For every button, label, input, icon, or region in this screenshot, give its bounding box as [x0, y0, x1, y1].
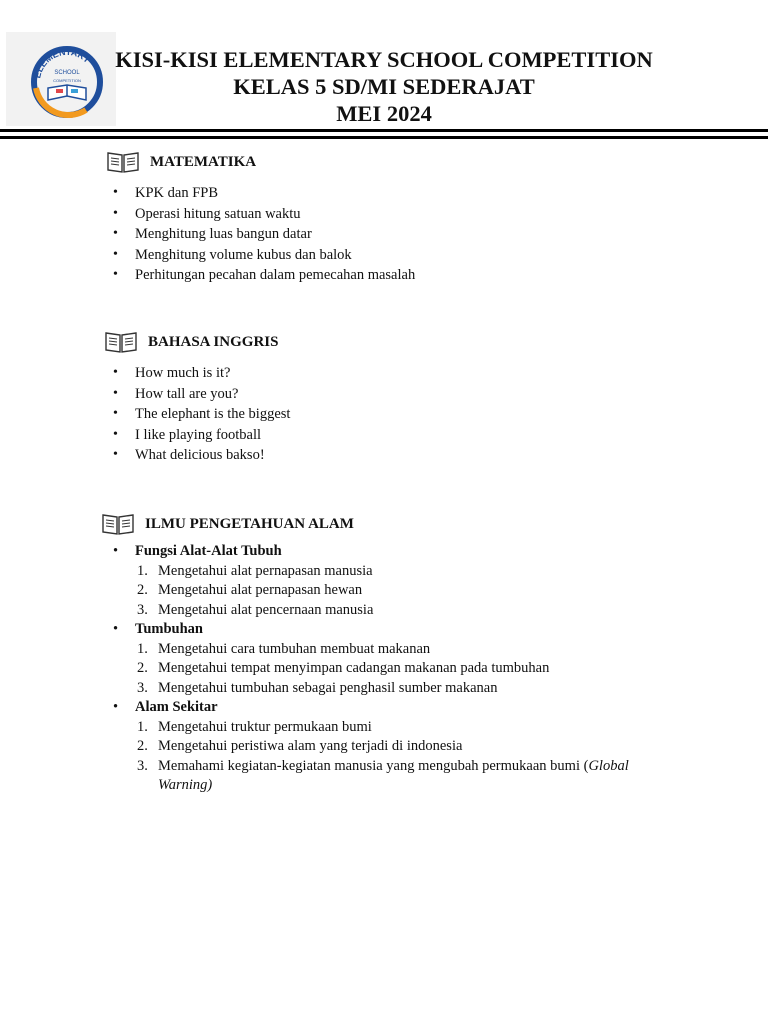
- topic-heading: • Alam Sekitar: [110, 698, 670, 718]
- numbered-list: [110, 640, 670, 699]
- list-item: • Menghitung volume kubus dan balok: [110, 245, 415, 266]
- topic-heading: • Fungsi Alat-Alat Tubuh: [110, 542, 670, 562]
- section-title: BAHASA INGGRIS: [148, 333, 279, 350]
- open-book-icon: [104, 330, 138, 354]
- header-rule-thick: [0, 129, 768, 132]
- list-item: • Operasi hitung satuan waktu: [110, 204, 415, 225]
- list-item: • Perhitungan pecahan dalam pemecahan masalah: [110, 265, 415, 286]
- title-line-2: KELAS 5 SD/MI SEDERAJAT: [233, 74, 535, 99]
- logo-book-icon: [48, 85, 86, 100]
- logo-arc-text: ELEMENTARY: [32, 46, 93, 80]
- list-item: 3. Memahami kegiatan-kegiatan manusia yang mengubah permukaan bumi (Global Warning): [137, 757, 629, 793]
- numbered-list: [110, 718, 670, 796]
- document-title: [110, 46, 658, 127]
- topic-heading: • Tumbuhan: [110, 620, 670, 640]
- logo-competition-text: COMPETITION: [53, 78, 81, 83]
- list-item: 3. Mengetahui tumbuhan sebagai penghasil sumber makanan: [137, 679, 498, 696]
- ipa-content: [110, 542, 670, 796]
- open-book-icon: [101, 512, 135, 536]
- list-item: • How much is it?: [110, 363, 290, 384]
- list-item: 2. Mengetahui alat pernapasan hewan: [137, 582, 363, 598]
- section-title: ILMU PENGETAHUAN ALAM: [145, 515, 354, 532]
- logo-box: [6, 32, 116, 126]
- list-item: 2. Mengetahui tempat menyimpan cadangan makanan pada tumbuhan: [137, 660, 550, 676]
- header-rule-thin: [0, 136, 768, 139]
- open-book-icon: [106, 150, 140, 174]
- list-item: • I like playing football: [110, 425, 290, 446]
- list-item: 2. Mengetahui peristiwa alam yang terjadi di indonesia: [137, 738, 463, 754]
- section-heading-bahasa-inggris: [104, 330, 278, 354]
- list-item: • The elephant is the biggest: [110, 404, 290, 425]
- list-item: • Menghitung luas bangun datar: [110, 224, 415, 245]
- school-logo: [26, 38, 108, 120]
- numbered-list: [110, 562, 670, 621]
- list-item: 1. Mengetahui truktur permukaan bumi: [137, 718, 372, 735]
- matematika-list: [110, 183, 415, 286]
- logo-school-text: SCHOOL: [54, 70, 80, 76]
- bahasa-inggris-list: [110, 363, 290, 466]
- list-item: 1. Mengetahui alat pernapasan manusia: [137, 562, 373, 579]
- section-heading-matematika: [106, 150, 256, 174]
- section-heading-ipa: [101, 512, 354, 536]
- section-title: MATEMATIKA: [150, 153, 257, 170]
- list-item: • What delicious bakso!: [110, 445, 290, 466]
- title-line-3: MEI 2024: [336, 101, 432, 126]
- list-item: 3. Mengetahui alat pencernaan manusia: [137, 601, 374, 618]
- list-item: • How tall are you?: [110, 384, 290, 405]
- list-item: • KPK dan FPB: [110, 183, 415, 204]
- list-item: 1. Mengetahui cara tumbuhan membuat makanan: [137, 640, 431, 657]
- title-line-1: KISI-KISI ELEMENTARY SCHOOL COMPETITION: [115, 47, 653, 72]
